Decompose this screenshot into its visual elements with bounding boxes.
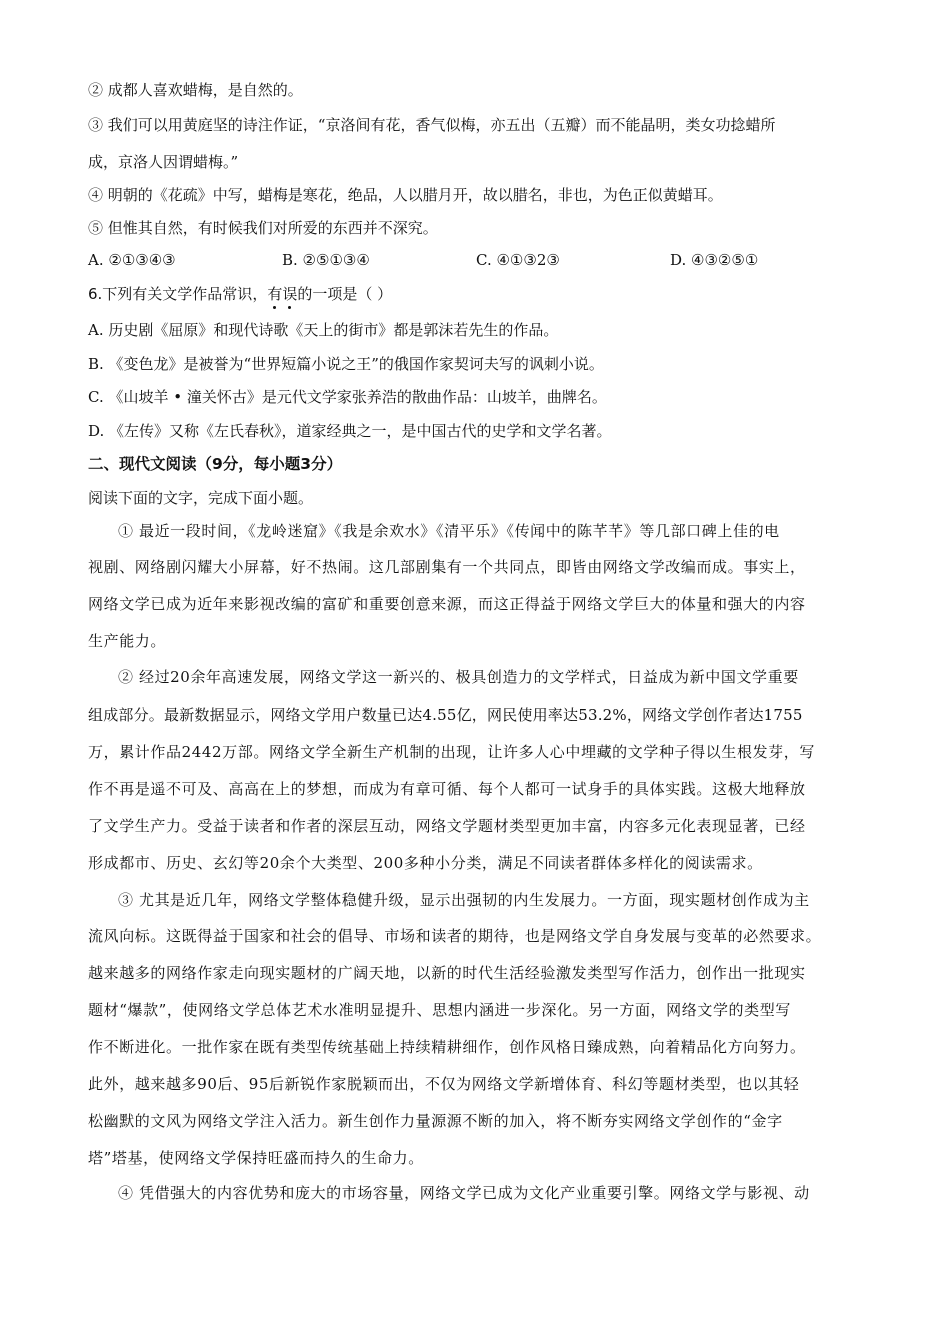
sentence-5: ⑤ 但惟其自然，有时候我们对所爱的东西并不深究。 — [88, 219, 438, 237]
passage-line: 万，累计作品2442万部。网络文学全新生产机制的出现，让许多人心中埋藏的文学种子得以生根发芽，写 — [88, 743, 815, 761]
emphasis-char: 有 — [267, 285, 283, 303]
sentence-4: ④ 明朝的《花疏》中写，蜡梅是寒花，绝品，人以腊月开，故以腊名，非也，为色正似黄蜡耳。 — [88, 186, 723, 204]
emphasis-char: 误 — [282, 285, 298, 303]
passage-line: ④ 凭借强大的内容优势和庞大的市场容量，网络文学已成为文化产业重要引擎。网络文学与影视、动 — [118, 1184, 810, 1202]
sentence-3-cont: 成，京洛人因谓蜡梅。” — [88, 153, 239, 171]
q6-option-d: D. 《左传》又称《左氏春秋》，道家经典之一，是中国古代的史学和文学名著。 — [88, 422, 612, 440]
passage-line: 题材“爆款”，使网络文学总体艺术水准明显提升、思想内涵进一步深化。另一方面，网络文学的类型写 — [88, 1001, 791, 1019]
sentence-3: ③ 我们可以用黄庭坚的诗注作证，“京洛间有花，香气似梅，亦五出（五瓣）而不能晶明，类女功捻蜡所 — [88, 116, 776, 134]
option-b: B. ②⑤①③④ — [282, 251, 370, 269]
prev-question-options — [88, 251, 868, 273]
passage-line: 此外，越来越多90后、95后新锐作家脱颖而出，不仅为网络文学新增体育、科幻等题材类型，也以其轻 — [88, 1075, 800, 1093]
passage-line: 生产能力。 — [88, 632, 167, 650]
passage-line: 形成都市、历史、玄幻等20余个大类型、200多种小分类，满足不同读者群体多样化的阅读需求。 — [88, 854, 763, 872]
passage-line: 视剧、网络剧闪耀大小屏幕，好不热闹。这几部剧集有一个共同点，即皆由网络文学改编而成。事实上， — [88, 558, 806, 576]
sentence-2: ② 成都人喜欢蜡梅，是自然的。 — [88, 81, 303, 99]
passage-line: 组成部分。最新数据显示，网络文学用户数量已达4.55亿，网民使用率达53.2%，网络文学创作者达1755 — [88, 706, 803, 724]
option-a: A. ②①③④③ — [88, 251, 176, 269]
section-instruction: 阅读下面的文字，完成下面小题。 — [88, 489, 314, 507]
q6-option-c: C. 《山坡羊 • 潼关怀古》是元代文学家张养浩的散曲作品：山坡羊，曲牌名。 — [88, 388, 607, 406]
passage-line: 越来越多的网络作家走向现实题材的广阔天地，以新的时代生活经验激发类型写作活力，创作出一批现实 — [88, 964, 806, 982]
passage-line: 了文学生产力。受益于读者和作者的深层互动，网络文学题材类型更加丰富，内容多元化表现显著，已经 — [88, 817, 806, 835]
passage-line: 松幽默的文风为网络文学注入活力。新生创作力量源源不断的加入，将不断夯实网络文学创作的“金字 — [88, 1112, 783, 1130]
passage-line: 塔”塔基，使网络文学保持旺盛而持久的生命力。 — [88, 1149, 424, 1167]
passage-line: 作不再是遥不可及、高高在上的梦想，而成为有章可循、每个人都可一试身手的具体实践。这极大地释放 — [88, 780, 806, 798]
q6-option-a: A. 历史剧《屈原》和现代诗歌《天上的街市》都是郭沫若先生的作品。 — [88, 321, 559, 339]
section-heading: 二、现代文阅读（9分，每小题3分） — [88, 455, 343, 473]
passage-line: ① 最近一段时间，《龙岭迷窟》《我是余欢水》《清平乐》《传闻中的陈芊芊》等几部口碑上佳的电 — [118, 522, 780, 540]
passage-line: 流风向标。这既得益于国家和社会的倡导、市场和读者的期待，也是网络文学自身发展与变革的必然要求。 — [88, 927, 822, 945]
q6-option-b: B. 《变色龙》是被誉为“世界短篇小说之王”的俄国作家契诃夫写的讽刺小说。 — [88, 355, 604, 373]
passage-line: ② 经过20余年高速发展，网络文学这一新兴的、极具创造力的文学样式，日益成为新中国文学重要 — [118, 668, 799, 686]
passage-line: 作不断进化。一批作家在既有类型传统基础上持续精耕细作，创作风格日臻成熟，向着精品化方向努力。 — [88, 1038, 806, 1056]
option-c: C. ④①③2③ — [476, 251, 560, 269]
question-6-stem: 6.下列有关文学作品常识，有误的一项是（ ） — [88, 285, 393, 303]
passage-line: ③ 尤其是近几年，网络文学整体稳健升级，显示出强韧的内生发展力。一方面，现实题材创作成为主 — [118, 891, 810, 909]
option-d: D. ④③②⑤① — [670, 251, 759, 269]
passage-line: 网络文学已成为近年来影视改编的富矿和重要创意来源，而这正得益于网络文学巨大的体量和强大的内容 — [88, 595, 806, 613]
